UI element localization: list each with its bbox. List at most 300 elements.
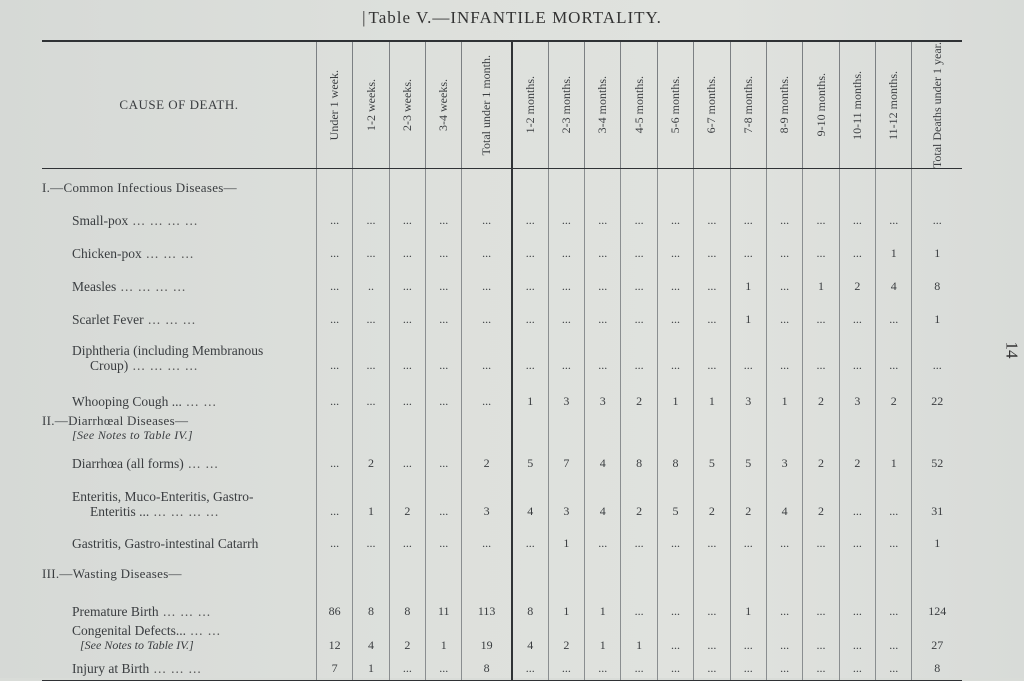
table-cell: 2 (353, 447, 389, 475)
table-cell: ... (462, 199, 512, 232)
period-header-label: Total Deaths under 1 year. (929, 42, 944, 169)
table-row (42, 377, 962, 413)
dot-leader: ... ... ... (158, 603, 212, 619)
table-cell: 4 (876, 265, 912, 298)
table-cell: ... (694, 623, 730, 657)
period-header (839, 41, 875, 169)
table-cell (316, 413, 352, 447)
table-cell: ... (316, 447, 352, 475)
dot-leader: ... ... ... ... (128, 357, 199, 373)
cause-label-text: Small-pox ... ... ... ... (72, 212, 199, 228)
table-cell: ... (657, 623, 693, 657)
table-row (42, 331, 962, 377)
table-cell: 1 (657, 377, 693, 413)
table-cell (621, 169, 657, 199)
table-cell: ... (621, 265, 657, 298)
table-cell: 2 (694, 475, 730, 523)
table-cell (462, 413, 512, 447)
cause-label (42, 377, 316, 413)
table-cell: ... (389, 657, 425, 681)
table-cell: 113 (462, 585, 512, 623)
table-cell: ... (766, 331, 802, 377)
table-cell: ... (876, 331, 912, 377)
table-cell: ... (462, 331, 512, 377)
period-header-label: 4-5 months. (631, 76, 646, 134)
table-cell: 3 (462, 475, 512, 523)
table-cell: 52 (912, 447, 962, 475)
table-cell: 4 (353, 623, 389, 657)
table-cell: ... (353, 232, 389, 265)
table-cell: ... (730, 523, 766, 555)
table-cell: 3 (839, 377, 875, 413)
table-cell: ... (548, 657, 584, 681)
table-cell (730, 413, 766, 447)
period-header-label: 1-2 weeks. (363, 79, 378, 132)
table-cell: ... (389, 232, 425, 265)
table-cell: ... (839, 585, 875, 623)
table-cell: ... (657, 298, 693, 331)
table-cell: ... (876, 475, 912, 523)
table-cell: 1 (912, 523, 962, 555)
section-row (42, 555, 962, 585)
table-cell (876, 555, 912, 585)
table-cell: ... (462, 232, 512, 265)
table-cell: ... (657, 523, 693, 555)
table-cell: 1 (426, 623, 462, 657)
table-cell: 2 (839, 447, 875, 475)
table-cell: ... (621, 523, 657, 555)
table-cell: ... (803, 199, 839, 232)
table-cell: ... (657, 232, 693, 265)
cause-label-text: Chicken-pox ... ... ... (72, 245, 195, 261)
period-header (353, 41, 389, 169)
table-cell: ... (876, 199, 912, 232)
table-cell: ... (621, 585, 657, 623)
table-cell (585, 169, 621, 199)
table-cell (353, 413, 389, 447)
dot-leader: ... ... ... ... (149, 503, 220, 519)
table-cell (389, 169, 425, 199)
table-cell: 3 (766, 447, 802, 475)
table-cell: ... (585, 331, 621, 377)
table-cell: ... (694, 523, 730, 555)
table-body (42, 169, 962, 681)
table-cell: 8 (912, 657, 962, 681)
period-header-label: 11-12 months. (886, 70, 901, 140)
table-cell (426, 413, 462, 447)
period-header-label: 1-2 months. (522, 76, 537, 134)
section-label-text: III.—Wasting Diseases— (42, 565, 182, 581)
table-cell (657, 413, 693, 447)
table-cell: ... (353, 331, 389, 377)
table-cell: ... (912, 331, 962, 377)
table-cell: ... (766, 298, 802, 331)
table-cell: 1 (585, 623, 621, 657)
dot-leader: ... ... ... (143, 311, 197, 327)
table-cell: 1 (766, 377, 802, 413)
section-label-text: I.—Common Infectious Diseases— (42, 179, 237, 195)
table-cell: 2 (548, 623, 584, 657)
period-header-label: 10-11 months. (849, 70, 864, 140)
table-cell: ... (462, 377, 512, 413)
table-cell: ... (803, 298, 839, 331)
table-cell: ... (766, 232, 802, 265)
table-cell: ... (839, 298, 875, 331)
table-cell: ... (426, 475, 462, 523)
table-cell: ... (730, 199, 766, 232)
table-cell: 19 (462, 623, 512, 657)
table-cell: ... (389, 523, 425, 555)
table-cell: ... (585, 265, 621, 298)
table-cell: ... (585, 199, 621, 232)
section-row (42, 413, 962, 447)
table-cell: ... (694, 657, 730, 681)
table-cell: ... (512, 657, 548, 681)
dot-leader: ... ... (185, 622, 221, 638)
period-header-label: Under 1 week. (327, 69, 342, 141)
table-cell: 2 (389, 623, 425, 657)
table-cell: 86 (316, 585, 352, 623)
period-header-label: Total under 1 month. (479, 54, 494, 156)
table-cell: 7 (548, 447, 584, 475)
table-cell: 1 (730, 298, 766, 331)
table-cell (621, 413, 657, 447)
table-cell: ... (694, 331, 730, 377)
dot-leader: ... ... ... (149, 661, 202, 677)
table-cell: ... (389, 447, 425, 475)
table-cell: 8 (912, 265, 962, 298)
table-cell: ... (316, 199, 352, 232)
table-cell: 1 (548, 585, 584, 623)
table-cell: ... (621, 331, 657, 377)
table-cell: 1 (912, 298, 962, 331)
table-cell: ... (512, 298, 548, 331)
period-header-label: 9-10 months. (813, 73, 828, 137)
table-cell (839, 555, 875, 585)
dot-leader: ... ... ... (141, 245, 195, 261)
table-cell: ... (585, 232, 621, 265)
cause-label (42, 585, 316, 623)
table-row (42, 623, 962, 657)
table-cell: ... (803, 585, 839, 623)
period-header (876, 41, 912, 169)
table-cell: ... (803, 657, 839, 681)
table-cell: 1 (512, 377, 548, 413)
cause-label-text: Injury at Birth ... ... ... (72, 661, 202, 677)
table-cell: 1 (912, 232, 962, 265)
cause-label (42, 447, 316, 475)
cause-label-text: Congenital Defects... ... ... [See Notes to Table IV.] (72, 622, 221, 652)
period-header (462, 41, 512, 169)
table-cell: .. (353, 265, 389, 298)
table-cell: ... (766, 265, 802, 298)
table-cell (353, 169, 389, 199)
table-cell: ... (389, 298, 425, 331)
table-cell: ... (621, 298, 657, 331)
table-title (0, 8, 1024, 28)
table-cell: 2 (803, 377, 839, 413)
period-header (766, 41, 802, 169)
table-row (42, 232, 962, 265)
table-cell (389, 555, 425, 585)
table-cell: 2 (621, 377, 657, 413)
table-cell: 8 (353, 585, 389, 623)
table-cell: 8 (462, 657, 512, 681)
period-header (730, 41, 766, 169)
table-cell: ... (694, 232, 730, 265)
period-header (389, 41, 425, 169)
cause-label-text: Gastritis, Gastro-intestinal Catarrh (72, 535, 259, 551)
table-cell (766, 555, 802, 585)
table-cell: ... (803, 232, 839, 265)
table-cell: ... (766, 523, 802, 555)
table-cell (316, 555, 352, 585)
table-row (42, 298, 962, 331)
table-cell: 8 (657, 447, 693, 475)
table-cell: ... (839, 331, 875, 377)
cause-label (42, 657, 316, 681)
period-header-label: 7-8 months. (740, 76, 755, 134)
table-cell (462, 169, 512, 199)
dot-leader: ... ... ... ... (128, 212, 199, 228)
table-cell: 2 (803, 447, 839, 475)
period-header (621, 41, 657, 169)
dot-leader: ... ... (181, 393, 217, 409)
table-cell (353, 555, 389, 585)
table-cell (316, 169, 352, 199)
table-cell (912, 169, 962, 199)
table-cell (621, 555, 657, 585)
table-cell (876, 169, 912, 199)
table-cell: ... (389, 199, 425, 232)
cause-label-text: Measles ... ... ... ... (72, 278, 187, 294)
table-cell: ... (316, 523, 352, 555)
table-cell: ... (694, 199, 730, 232)
table-cell: 4 (512, 623, 548, 657)
table-cell: ... (316, 377, 352, 413)
table-cell (548, 413, 584, 447)
table-cell (766, 413, 802, 447)
table-cell: ... (766, 657, 802, 681)
table-cell: ... (316, 331, 352, 377)
table-cell: 2 (839, 265, 875, 298)
table-cell: 2 (389, 475, 425, 523)
table-cell: ... (462, 265, 512, 298)
table-cell: ... (657, 657, 693, 681)
period-header (657, 41, 693, 169)
table-cell: 4 (585, 447, 621, 475)
table-cell (694, 169, 730, 199)
table-row (42, 585, 962, 623)
table-cell: ... (730, 657, 766, 681)
table-cell: 7 (316, 657, 352, 681)
section-label (42, 413, 316, 447)
header-row (42, 41, 962, 169)
table-cell: ... (839, 199, 875, 232)
table-cell: 1 (803, 265, 839, 298)
table-cell: ... (876, 523, 912, 555)
table-cell: ... (548, 232, 584, 265)
table-cell: ... (316, 265, 352, 298)
table-cell: ... (512, 331, 548, 377)
period-header (548, 41, 584, 169)
table-cell: 8 (389, 585, 425, 623)
table-cell: ... (389, 377, 425, 413)
table-cell: ... (353, 298, 389, 331)
table-cell (803, 169, 839, 199)
table-cell: 8 (621, 447, 657, 475)
table-row (42, 475, 962, 523)
table-cell: ... (730, 331, 766, 377)
table-cell: 1 (621, 623, 657, 657)
table-cell: 12 (316, 623, 352, 657)
section-note: [See Notes to Table IV.] (72, 427, 193, 442)
cause-label-continued: Enteritis ... (90, 503, 150, 519)
period-header-label: 8-9 months. (777, 76, 792, 134)
table-cell (657, 555, 693, 585)
period-header-label: 2-3 months. (558, 76, 573, 134)
period-header (585, 41, 621, 169)
table-cell: ... (803, 623, 839, 657)
table-cell: ... (766, 585, 802, 623)
period-header (316, 41, 352, 169)
cause-label (42, 199, 316, 232)
table-cell (657, 169, 693, 199)
table-cell: 2 (803, 475, 839, 523)
period-header (694, 41, 730, 169)
mortality-table (42, 40, 962, 681)
table-row (42, 523, 962, 555)
table-cell (512, 169, 548, 199)
table-cell (548, 555, 584, 585)
table-cell: ... (426, 298, 462, 331)
table-cell: ... (766, 199, 802, 232)
table-cell: 2 (462, 447, 512, 475)
table-cell: ... (426, 377, 462, 413)
table-cell: 1 (353, 657, 389, 681)
table-cell: ... (839, 657, 875, 681)
cause-label (42, 265, 316, 298)
cause-label-text: Whooping Cough ... ... ... (72, 393, 217, 409)
table-cell (912, 413, 962, 447)
table-cell: ... (766, 623, 802, 657)
table-cell: 1 (730, 585, 766, 623)
table-cell: 4 (585, 475, 621, 523)
table-row (42, 447, 962, 475)
table-cell (803, 555, 839, 585)
table-cell (462, 555, 512, 585)
cause-label (42, 298, 316, 331)
table-cell: ... (621, 232, 657, 265)
table-cell: ... (389, 331, 425, 377)
cause-label-text: Premature Birth ... ... ... (72, 603, 212, 619)
table-cell: ... (657, 199, 693, 232)
table-cell: ... (694, 585, 730, 623)
table-cell: ... (426, 523, 462, 555)
table-cell: ... (462, 523, 512, 555)
table-cell: 31 (912, 475, 962, 523)
table-cell: ... (512, 265, 548, 298)
table-cell: ... (803, 331, 839, 377)
table-cell: 2 (876, 377, 912, 413)
table-cell: ... (585, 523, 621, 555)
period-header (912, 41, 962, 169)
table-cell: ... (548, 265, 584, 298)
table-cell: ... (839, 232, 875, 265)
table-cell (876, 413, 912, 447)
table-cell: ... (621, 657, 657, 681)
table-cell: ... (462, 298, 512, 331)
table-cell: ... (426, 265, 462, 298)
table-cell: ... (657, 265, 693, 298)
table-cell: 2 (621, 475, 657, 523)
table-cell: ... (694, 265, 730, 298)
table-cell: ... (316, 475, 352, 523)
table-cell (585, 555, 621, 585)
section-label (42, 169, 316, 199)
table-cell (766, 169, 802, 199)
table-cell: ... (426, 232, 462, 265)
table-cell: ... (657, 585, 693, 623)
table-cell: ... (621, 199, 657, 232)
table-cell: ... (426, 199, 462, 232)
table-cell: ... (730, 232, 766, 265)
dot-leader: ... ... ... ... (116, 278, 187, 294)
table-cell: 4 (766, 475, 802, 523)
cause-label (42, 331, 316, 377)
table-cell (548, 169, 584, 199)
table-cell: ... (876, 585, 912, 623)
table-cell: 1 (548, 523, 584, 555)
table-cell: 5 (657, 475, 693, 523)
table-cell: ... (512, 199, 548, 232)
table-cell (912, 555, 962, 585)
cause-label (42, 232, 316, 265)
table-cell (585, 413, 621, 447)
table-cell: 4 (512, 475, 548, 523)
cause-label-continued: Croup) (90, 357, 129, 373)
cause-label (42, 475, 316, 523)
table-cell: ... (512, 523, 548, 555)
period-header (803, 41, 839, 169)
period-header (512, 41, 548, 169)
table-cell (694, 555, 730, 585)
table-cell: 3 (730, 377, 766, 413)
table-cell: ... (353, 377, 389, 413)
section-label (42, 555, 316, 585)
table-cell: ... (912, 199, 962, 232)
table-cell (512, 555, 548, 585)
page-number: 14 (1002, 341, 1022, 359)
cause-label (42, 523, 316, 555)
table-cell: ... (548, 199, 584, 232)
cause-of-death-header: CAUSE OF DEATH. (42, 41, 316, 169)
table-cell (803, 413, 839, 447)
table-cell: 11 (426, 585, 462, 623)
table-cell: ... (585, 657, 621, 681)
table-cell: ... (353, 199, 389, 232)
table-cell: ... (512, 232, 548, 265)
table-row (42, 265, 962, 298)
table-cell: 1 (730, 265, 766, 298)
period-header-label: 3-4 weeks. (436, 79, 451, 132)
table-row (42, 657, 962, 681)
table-cell: ... (316, 232, 352, 265)
table-cell: 124 (912, 585, 962, 623)
section-label-text: II.—Diarrhœal Diseases— (42, 412, 189, 428)
period-header (426, 41, 462, 169)
table-cell (694, 413, 730, 447)
